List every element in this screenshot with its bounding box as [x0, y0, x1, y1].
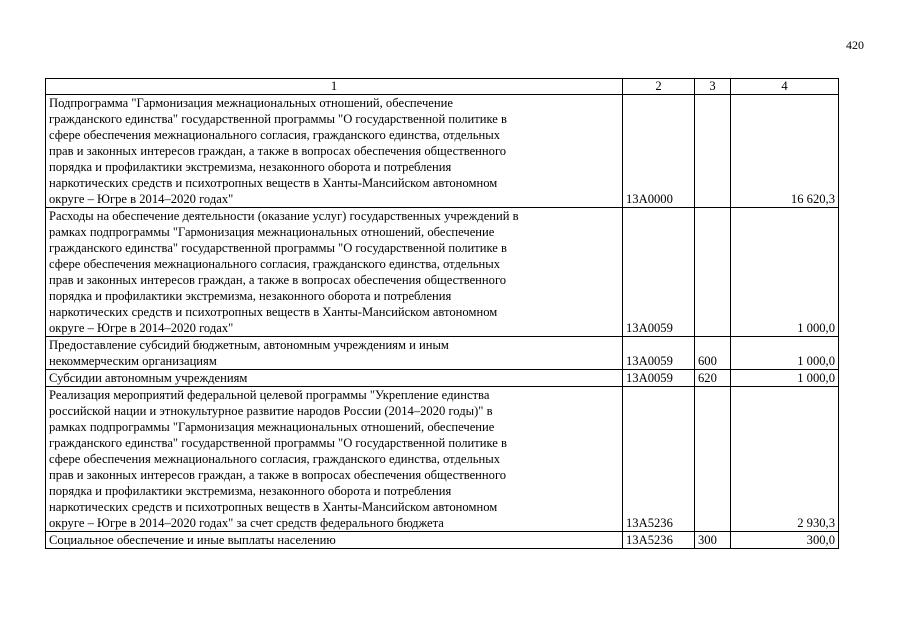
row-code-cell: 13А0059	[623, 337, 695, 370]
row-type-cell: 600	[695, 337, 731, 370]
column-header-3: 3	[695, 79, 731, 95]
row-sum-cell: 1 000,0	[731, 208, 839, 337]
table-row	[46, 370, 839, 387]
row-code-cell: 13А5236	[623, 532, 695, 549]
row-type-cell: 620	[695, 370, 731, 387]
row-sum-cell: 16 620,3	[731, 95, 839, 208]
row-type-cell	[695, 95, 731, 208]
table-header	[46, 79, 839, 95]
row-sum-cell: 2 930,3	[731, 387, 839, 532]
row-name-cell: Социальное обеспечение и иные выплаты населению	[46, 532, 623, 549]
table-row	[46, 532, 839, 549]
row-name-cell: Расходы на обеспечение деятельности (оказание услуг) государственных учреждений в рамках подпрограммы "Гармонизация межнациональных отношений, обеспечение гражданского единства" государственной программы "О государственной политике в сфере обеспечения межнационального согласия, гражданского единства, отдельных прав и законных интересов граждан, а также в вопросах обеспечения общественного порядка и профилактики экстремизма, незаконного оборота и потребления наркотических средств и психотропных веществ в Ханты-Мансийском автономном округе – Югре в 2014–2020 годах"	[46, 208, 623, 337]
row-sum-cell: 1 000,0	[731, 370, 839, 387]
row-sum-cell: 1 000,0	[731, 337, 839, 370]
row-name-cell: Субсидии автономным учреждениям	[46, 370, 623, 387]
row-sum-cell: 300,0	[731, 532, 839, 549]
budget-table	[45, 78, 839, 549]
table-row	[46, 95, 839, 208]
column-header-2: 2	[623, 79, 695, 95]
column-header-4: 4	[731, 79, 839, 95]
header-row	[46, 79, 839, 95]
row-code-cell: 13А0059	[623, 208, 695, 337]
page-number: 420	[846, 38, 864, 52]
row-code-cell: 13А0000	[623, 95, 695, 208]
row-name-cell: Подпрограмма "Гармонизация межнациональных отношений, обеспечение гражданского единства" государственной программы "О государственной политике в сфере обеспечения межнационального согласия, гражданского единства, отдельных прав и законных интересов граждан, а также в вопросах обеспечения общественного порядка и профилактики экстремизма, незаконного оборота и потребления наркотических средств и психотропных веществ в Ханты-Мансийском автономном округе – Югре в 2014–2020 годах"	[46, 95, 623, 208]
table-body	[46, 95, 839, 549]
row-type-cell	[695, 387, 731, 532]
table-row	[46, 208, 839, 337]
row-name-cell: Реализация мероприятий федеральной целевой программы "Укрепление единства российской нации и этнокультурное развитие народов России (2014–2020 годы)" в рамках подпрограммы "Гармонизация межнациональных отношений, обеспечение гражданского единства" государственной программы "О государственной политике в сфере обеспечения межнационального согласия, гражданского единства, отдельных прав и законных интересов граждан, а также в вопросах обеспечения общественного порядка и профилактики экстремизма, незаконного оборота и потребления наркотических средств и психотропных веществ в Ханты-Мансийском автономном округе – Югре в 2014–2020 годах" за счет средств федерального бюджета	[46, 387, 623, 532]
table-row	[46, 387, 839, 532]
column-header-1: 1	[46, 79, 623, 95]
row-code-cell: 13А5236	[623, 387, 695, 532]
row-type-cell: 300	[695, 532, 731, 549]
row-type-cell	[695, 208, 731, 337]
row-name-cell: Предоставление субсидий бюджетным, автономным учреждениям и иным некоммерческим организациям	[46, 337, 623, 370]
row-code-cell: 13А0059	[623, 370, 695, 387]
table-row	[46, 337, 839, 370]
